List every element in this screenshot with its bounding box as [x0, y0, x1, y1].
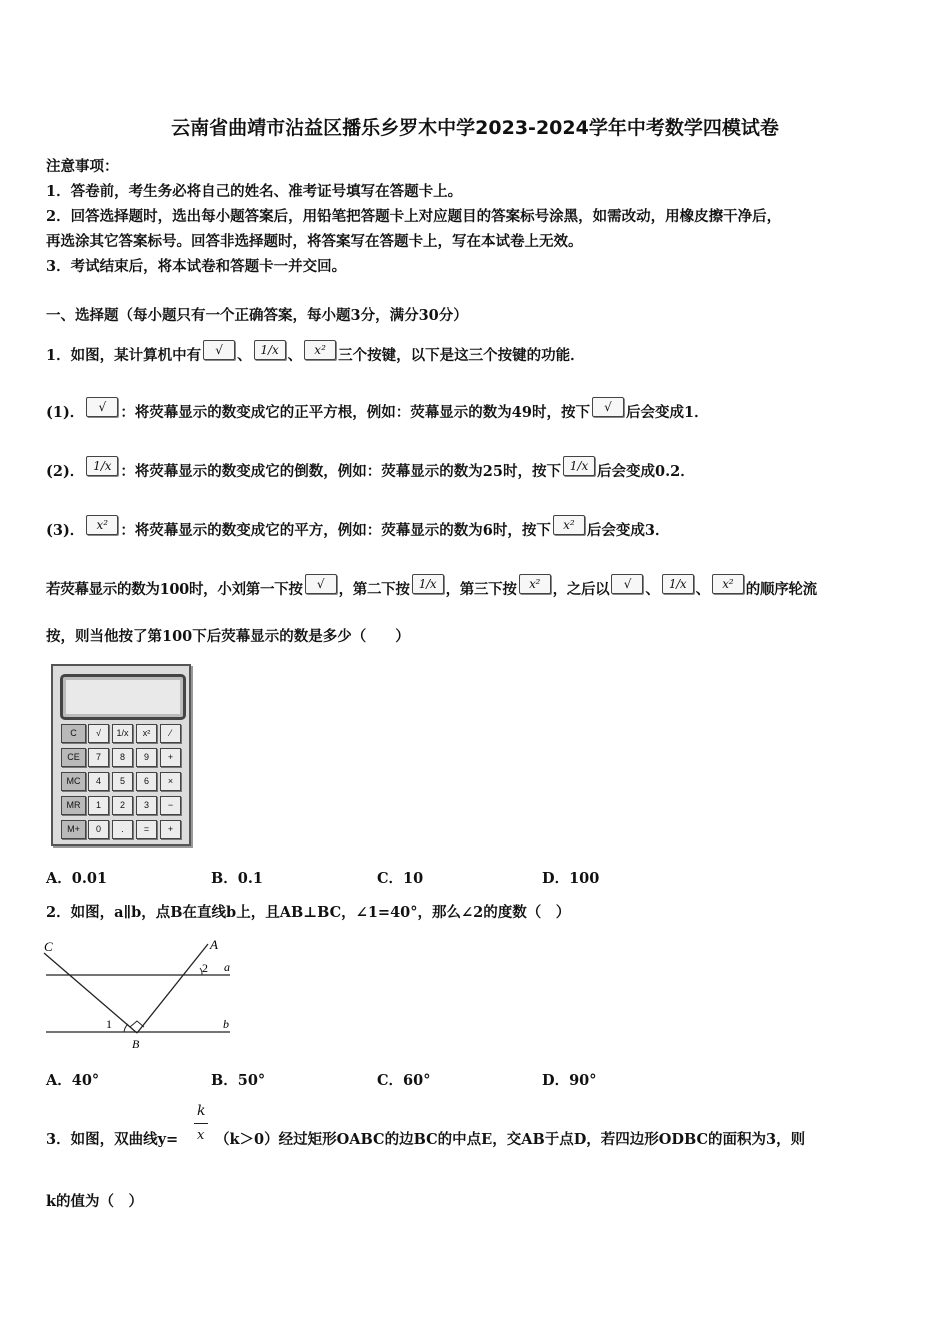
q1-option-d: D．100	[542, 870, 600, 887]
calculator-key: x²	[136, 724, 157, 743]
calculator-key: 5	[112, 772, 133, 791]
calculator-key: 3	[136, 796, 157, 815]
angle-1-label: 1	[106, 1017, 112, 1031]
sqrt-key-icon: √	[86, 397, 118, 417]
q1-question-line1: 若荧幕显示的数为100时，小刘第一下按 √ ，第二下按 1/x ，第三下按 x² ，之后以 √ 、 1/x 、 x² 的顺序轮流	[46, 574, 817, 599]
sqrt-key-icon: √	[203, 340, 235, 360]
calculator-key: −	[160, 796, 181, 815]
square-key-icon: x²	[86, 515, 118, 535]
notice-item-2: 2．回答选择题时，选出每小题答案后，用铅笔把答题卡上对应题目的答案标号涂黑，如需改动，用橡皮擦干净后，	[46, 208, 782, 225]
sqrt-key-icon: √	[611, 574, 643, 594]
calculator-key: +	[160, 748, 181, 767]
square-key-icon: x²	[553, 515, 585, 535]
page-title: 云南省曲靖市沾益区播乐乡罗木中学2023-2024学年中考数学四模试卷	[171, 117, 779, 139]
reciprocal-key-icon: 1/x	[563, 456, 595, 476]
segment-cb	[44, 953, 137, 1033]
notice-item-2-cont: 再选涂其它答案标号。回答非选择题时，将答案写在答题卡上，写在本试卷上无效。	[46, 233, 583, 250]
reciprocal-key-icon: 1/x	[662, 574, 694, 594]
reciprocal-key-icon: 1/x	[86, 456, 118, 476]
calculator-key: ×	[160, 772, 181, 791]
square-key-icon: x²	[304, 340, 336, 360]
reciprocal-key-icon: 1/x	[412, 574, 444, 594]
fraction-denominator: x	[197, 1128, 205, 1143]
calculator-key: MR	[61, 796, 86, 815]
parallel-lines-figure	[40, 936, 240, 1052]
calculator-key: C	[61, 724, 86, 743]
segment-ba	[137, 944, 208, 1033]
section-heading: 一、选择题（每小题只有一个正确答案，每小题3分，满分30分）	[46, 307, 468, 324]
reciprocal-key-icon: 1/x	[254, 340, 286, 360]
q2-option-b: B．50°	[211, 1072, 266, 1089]
calculator-key: 2	[112, 796, 133, 815]
calculator-key: CE	[61, 748, 86, 767]
angle-1-arc	[124, 1024, 128, 1032]
calculator-key: 6	[136, 772, 157, 791]
fraction-bar	[194, 1123, 208, 1124]
calculator-screen	[60, 674, 186, 720]
square-key-icon: x²	[519, 574, 551, 594]
q1-option-a: A．0.01	[46, 870, 108, 887]
square-key-icon: x²	[712, 574, 744, 594]
q1-function-1: (1)． √ ：将荧幕显示的数变成它的正平方根，例如：荧幕显示的数为49时，按下 √ 后会变成1．	[46, 397, 709, 422]
calculator-key: 0	[88, 820, 109, 839]
calculator-key: ⁄	[160, 724, 181, 743]
angle-2-label: 2	[202, 961, 208, 975]
point-c-label: C	[44, 939, 53, 954]
point-b-label: B	[132, 1037, 140, 1051]
line-a-label: a	[224, 960, 230, 974]
calculator-key: 4	[88, 772, 109, 791]
q2-option-a: A．40°	[46, 1072, 100, 1089]
calculator-key: +	[160, 820, 181, 839]
notice-item-1: 1．答卷前，考生务必将自己的姓名、准考证号填写在答题卡上。	[46, 183, 463, 200]
q2-option-c: C．60°	[377, 1072, 431, 1089]
calculator-key: 8	[112, 748, 133, 767]
calculator-figure	[51, 664, 191, 846]
sqrt-key-icon: √	[592, 397, 624, 417]
q2-stem: 2．如图，a∥b，点B在直线b上，且AB⊥BC，∠1=40°，那么∠2的度数（ ）	[46, 904, 571, 921]
q1-option-c: C．10	[377, 870, 424, 887]
calculator-key: =	[136, 820, 157, 839]
calculator-key: M+	[61, 820, 86, 839]
q1-option-b: B．0.1	[211, 870, 263, 887]
point-a-label: A	[210, 937, 218, 952]
q1-function-3: (3)． x² ：将荧幕显示的数变成它的平方，例如：荧幕显示的数为6时，按下 x² 后会变成3．	[46, 515, 670, 540]
calculator-key: MC	[61, 772, 86, 791]
q2-option-d: D．90°	[542, 1072, 597, 1089]
q3-stem-b: （k＞0）经过矩形OABC的边BC的中点E，交AB于点D，若四边形ODBC的面积为3，则	[215, 1131, 806, 1148]
notice-heading: 注意事项：	[46, 158, 119, 175]
calculator-key: 1	[88, 796, 109, 815]
q3-stem-line2: k的值为（ ）	[46, 1193, 144, 1210]
q1-function-2: (2)． 1/x ：将荧幕显示的数变成它的倒数，例如：荧幕显示的数为25时，按下 1/x 后会变成0.2．	[46, 456, 695, 481]
calculator-key: 7	[88, 748, 109, 767]
calculator-key: 9	[136, 748, 157, 767]
q1-question-line2: 按，则当他按了第100下后荧幕显示的数是多少（ ）	[46, 628, 410, 645]
line-b-label: b	[223, 1017, 229, 1031]
calculator-key: .	[112, 820, 133, 839]
sqrt-key-icon: √	[305, 574, 337, 594]
fraction-numerator: k	[197, 1103, 206, 1119]
notice-item-3: 3．考试结束后，将本试卷和答题卡一并交回。	[46, 258, 347, 275]
q1-intro: 1．如图，某计算机中有 √ 、 1/x 、 x² 三个按键，以下是这三个按键的功能．	[46, 340, 585, 365]
q3-stem-a: 3．如图，双曲线y=	[46, 1131, 179, 1148]
calculator-key: 1/x	[112, 724, 133, 743]
calculator-key: √	[88, 724, 109, 743]
